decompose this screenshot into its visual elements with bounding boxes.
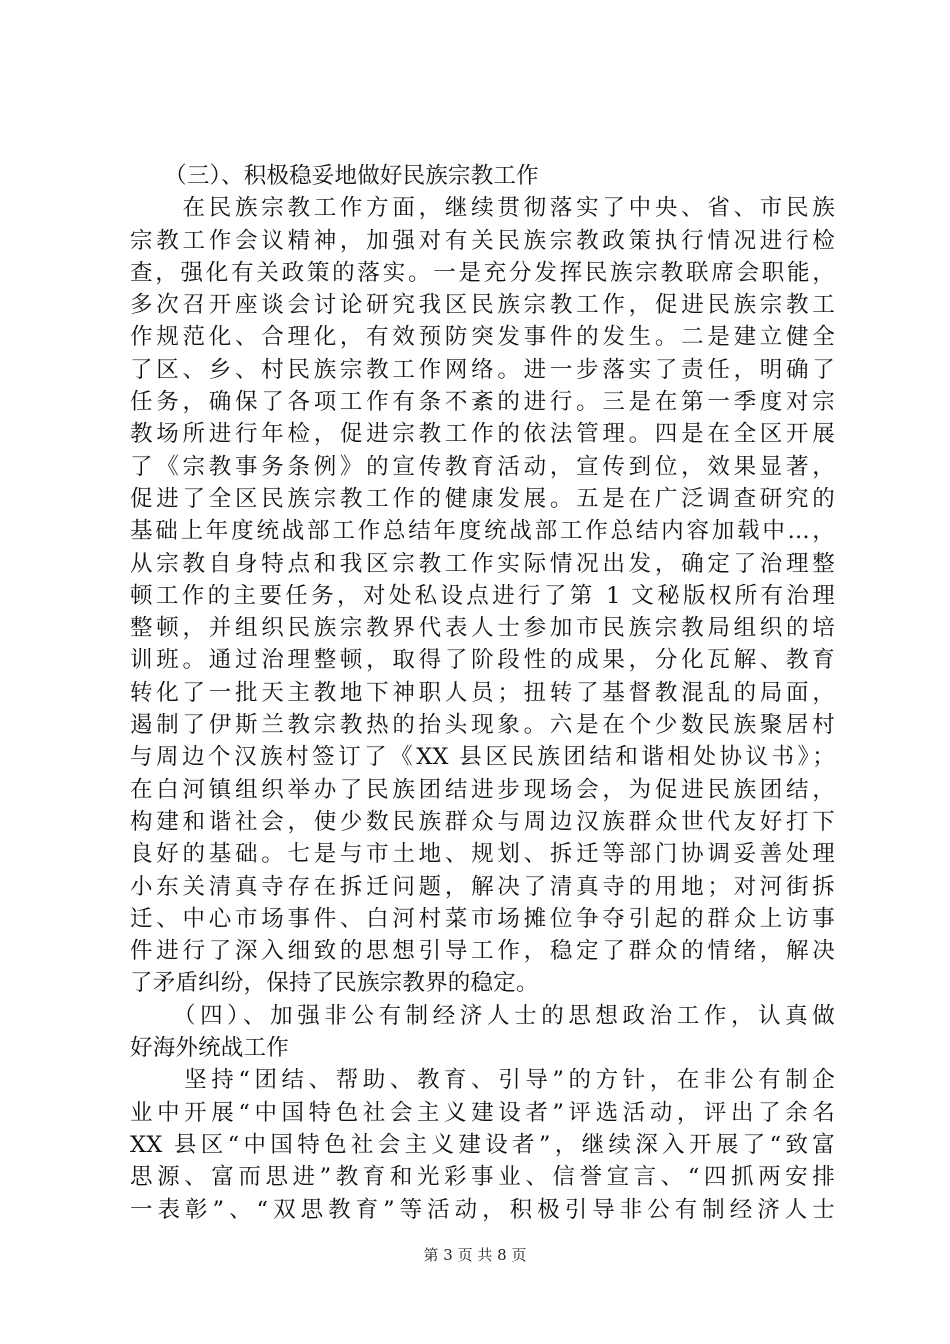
text-line: XX 县区“中国特色社会主义建设者”，继续深入开展了“致富	[130, 1131, 835, 1158]
text-line: 从宗教自身特点和我区宗教工作实际情况出发，确定了治理整	[130, 550, 835, 577]
text-line: 查，强化有关政策的落实。一是充分发挥民族宗教联席会职能，	[130, 259, 835, 286]
text-line: 迁、中心市场事件、白河村菜市场摊位争夺引起的群众上访事	[130, 905, 835, 932]
text-line: 训班。通过治理整顿，取得了阶段性的成果，分化瓦解、教育	[130, 647, 835, 674]
text-line: 好海外统战工作	[130, 1035, 289, 1062]
text-line: 构建和谐社会，使少数民族群众与周边汉族群众世代友好打下	[130, 808, 835, 835]
text-line: 基础上年度统战部工作总结年度统战部工作总结内容加载中...，	[130, 518, 835, 545]
text-line: 了矛盾纠纷，保持了民族宗教界的稳定。	[130, 970, 539, 997]
text-line: 在民族宗教工作方面，继续贯彻落实了中央、省、市民族	[130, 195, 835, 222]
text-line: 了区、乡、村民族宗教工作网络。进一步落实了责任，明确了	[130, 356, 835, 383]
text-line: 整顿，并组织民族宗教界代表人士参加市民族宗教局组织的培	[130, 615, 835, 642]
text-line: 顿工作的主要任务，对处私设点进行了第 1 文秘版权所有治理	[130, 582, 835, 609]
page-footer: 第 3 页 共 8 页	[423, 1246, 527, 1264]
text-line: 坚持“团结、帮助、教育、引导”的方针，在非公有制企	[130, 1067, 835, 1094]
text-line: 教场所进行年检，促进宗教工作的依法管理。四是在全区开展	[130, 421, 835, 448]
text-line: 促进了全区民族宗教工作的健康发展。五是在广泛调查研究的	[130, 485, 835, 512]
text-line: 作规范化、合理化，有效预防突发事件的发生。二是建立健全	[130, 324, 835, 351]
text-line: 小东关清真寺存在拆迁问题，解决了清真寺的用地；对河街拆	[130, 873, 835, 900]
text-line: 了《宗教事务条例》的宣传教育活动，宣传到位，效果显著，	[130, 453, 835, 480]
text-line: 件进行了深入细致的思想引导工作，稳定了群众的情绪，解决	[130, 938, 835, 965]
text-line: 遏制了伊斯兰教宗教热的抬头现象。六是在个少数民族聚居村	[130, 712, 835, 739]
text-line: 思源、富而思进”教育和光彩事业、信誉宣言、“四抓两安排	[130, 1164, 835, 1191]
text-line: 在白河镇组织举办了民族团结进步现场会，为促进民族团结，	[130, 776, 835, 803]
text-line: 转化了一批天主教地下神职人员；扭转了基督教混乱的局面，	[130, 679, 835, 706]
text-line: 与周边个汉族村签订了《XX 县区民族团结和谐相处协议书》；	[130, 744, 835, 771]
text-line: 宗教工作会议精神，加强对有关民族宗教政策执行情况进行检	[130, 227, 835, 254]
text-line: 业中开展“中国特色社会主义建设者”评选活动，评出了余名	[130, 1099, 835, 1126]
text-line: 一表彰”、“双思教育”等活动，积极引导非公有制经济人士	[130, 1196, 835, 1223]
text-line: 良好的基础。七是与市土地、规划、拆迁等部门协调妥善处理	[130, 841, 835, 868]
text-line: 多次召开座谈会讨论研究我区民族宗教工作，促进民族宗教工	[130, 292, 835, 319]
text-line: （三）、积极稳妥地做好民族宗教工作	[130, 163, 539, 189]
text-line: （四）、加强非公有制经济人士的思想政治工作，认真做	[130, 1002, 835, 1029]
document-body	[130, 160, 835, 1226]
text-line: 任务，确保了各项工作有条不紊的进行。三是在第一季度对宗	[130, 389, 835, 416]
